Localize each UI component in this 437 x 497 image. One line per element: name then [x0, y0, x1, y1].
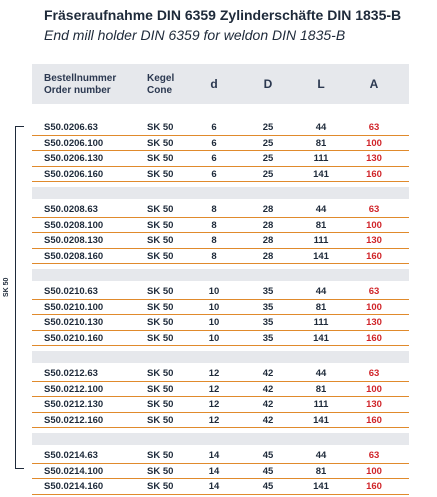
d-cell: 14	[208, 481, 220, 492]
d-cell: 8	[211, 219, 217, 231]
cone-cell: SK 50	[147, 153, 174, 164]
header-order-number	[44, 73, 116, 97]
A-cell: 160	[366, 414, 382, 426]
table-row	[32, 284, 409, 300]
L-cell: 44	[315, 122, 327, 133]
order-number-cell: S50.0208.160	[44, 250, 104, 262]
cone-cell: SK 50	[147, 235, 174, 246]
D-cell: 25	[262, 137, 274, 149]
table-row	[32, 120, 409, 136]
table-row	[32, 202, 409, 218]
cone-cell: SK 50	[147, 465, 174, 477]
A-cell: 100	[366, 383, 382, 395]
cone-cell: SK 50	[147, 168, 174, 180]
D-cell: 35	[262, 301, 274, 313]
d-cell: 12	[208, 383, 220, 395]
order-number-cell: S50.0210.100	[44, 301, 104, 313]
L-cell: 141	[313, 168, 329, 180]
D-cell: 35	[262, 317, 274, 328]
table-row	[32, 300, 409, 316]
header-order-en: Order number	[44, 85, 111, 96]
header-d: d	[210, 77, 218, 91]
cone-cell: SK 50	[147, 481, 174, 492]
table-row	[32, 479, 409, 495]
table-header	[32, 64, 409, 104]
table-row	[32, 218, 409, 234]
table-row	[32, 233, 409, 249]
A-cell: 160	[366, 168, 382, 180]
A-cell: 160	[366, 481, 382, 492]
A-cell: 130	[366, 399, 382, 410]
order-number-cell: S50.0212.100	[44, 383, 104, 395]
L-cell: 111	[313, 317, 329, 328]
cone-cell: SK 50	[147, 250, 174, 262]
d-cell: 10	[208, 332, 220, 344]
table-row	[32, 413, 409, 429]
table-row	[32, 151, 409, 167]
group-separator	[32, 433, 409, 445]
L-cell: 111	[313, 399, 329, 410]
D-cell: 28	[262, 235, 274, 246]
d-cell: 6	[211, 168, 217, 180]
D-cell: 28	[262, 219, 274, 231]
D-cell: 42	[262, 383, 274, 395]
cone-cell: SK 50	[147, 286, 174, 297]
D-cell: 35	[262, 332, 274, 344]
d-cell: 8	[211, 235, 217, 246]
table-row	[32, 167, 409, 183]
order-number-cell: S50.0214.160	[44, 481, 104, 492]
L-cell: 141	[313, 481, 329, 492]
d-cell: 10	[208, 317, 220, 328]
cone-cell: SK 50	[147, 368, 174, 379]
table-row	[32, 249, 409, 265]
D-cell: 42	[262, 414, 274, 426]
cone-cell: SK 50	[147, 317, 174, 328]
d-cell: 14	[208, 465, 220, 477]
A-cell: 63	[368, 450, 380, 461]
order-number-cell: S50.0208.63	[44, 204, 98, 215]
d-cell: 12	[208, 414, 220, 426]
cone-cell: SK 50	[147, 383, 174, 395]
A-cell: 100	[366, 137, 382, 149]
A-cell: 130	[366, 153, 382, 164]
A-cell: 63	[368, 286, 380, 297]
order-number-cell: S50.0214.63	[44, 450, 98, 461]
table-row	[32, 136, 409, 152]
group-separator	[32, 187, 409, 199]
header-cone	[147, 73, 174, 97]
table-row	[32, 464, 409, 480]
d-cell: 8	[211, 204, 217, 215]
d-cell: 14	[208, 450, 220, 461]
d-cell: 12	[208, 399, 220, 410]
d-cell: 8	[211, 250, 217, 262]
L-cell: 81	[315, 219, 327, 231]
L-cell: 141	[313, 414, 329, 426]
A-cell: 100	[366, 465, 382, 477]
D-cell: 42	[262, 399, 274, 410]
table-row	[32, 366, 409, 382]
d-cell: 12	[208, 368, 220, 379]
L-cell: 111	[313, 153, 329, 164]
D-cell: 25	[262, 122, 274, 133]
order-number-cell: S50.0210.160	[44, 332, 104, 344]
D-cell: 45	[262, 450, 274, 461]
order-number-cell: S50.0206.130	[44, 153, 104, 164]
D-cell: 35	[262, 286, 274, 297]
order-number-cell: S50.0214.100	[44, 465, 104, 477]
order-number-cell: S50.0206.100	[44, 137, 104, 149]
L-cell: 44	[315, 368, 327, 379]
order-number-cell: S50.0206.160	[44, 168, 104, 180]
cone-cell: SK 50	[147, 332, 174, 344]
d-cell: 10	[208, 301, 220, 313]
L-cell: 81	[315, 465, 327, 477]
order-number-cell: S50.0208.100	[44, 219, 104, 231]
side-label-background	[3, 302, 13, 328]
L-cell: 141	[313, 332, 329, 344]
cone-cell: SK 50	[147, 399, 174, 410]
L-cell: 44	[315, 450, 327, 461]
A-cell: 160	[366, 250, 382, 262]
order-number-cell: S50.0212.63	[44, 368, 98, 379]
group-separator	[32, 269, 409, 281]
L-cell: 81	[315, 301, 327, 313]
group-separator	[32, 351, 409, 363]
cone-cell: SK 50	[147, 414, 174, 426]
D-cell: 28	[262, 250, 274, 262]
header-kegel-en: Cone	[147, 85, 172, 96]
header-order-de: Bestellnummer	[44, 73, 117, 84]
L-cell: 141	[313, 250, 329, 262]
table-body	[32, 120, 409, 495]
table-row	[32, 448, 409, 464]
side-label: SK 50	[3, 277, 10, 297]
header-A: A	[369, 77, 379, 91]
D-cell: 42	[262, 368, 274, 379]
cone-cell: SK 50	[147, 301, 174, 313]
title-english: End mill holder DIN 6359 for weldon DIN 1835-B	[44, 27, 346, 43]
cone-cell: SK 50	[147, 450, 174, 461]
A-cell: 100	[366, 301, 382, 313]
order-number-cell: S50.0212.130	[44, 399, 104, 410]
D-cell: 45	[262, 481, 274, 492]
d-cell: 6	[211, 153, 217, 164]
A-cell: 63	[368, 368, 380, 379]
d-cell: 6	[211, 122, 217, 133]
cone-cell: SK 50	[147, 219, 174, 231]
D-cell: 45	[262, 465, 274, 477]
D-cell: 25	[262, 168, 274, 180]
L-cell: 44	[315, 286, 327, 297]
table-row	[32, 315, 409, 331]
d-cell: 6	[211, 137, 217, 149]
group-bracket	[15, 126, 24, 469]
A-cell: 130	[366, 317, 382, 328]
title-german: Fräseraufnahme DIN 6359 Zylinderschäfte DIN 1835-B	[44, 7, 402, 23]
D-cell: 25	[262, 153, 274, 164]
header-L: L	[317, 77, 325, 91]
L-cell: 81	[315, 383, 327, 395]
L-cell: 111	[313, 235, 329, 246]
table-row	[32, 331, 409, 347]
cone-cell: SK 50	[147, 137, 174, 149]
header-kegel-de: Kegel	[147, 73, 175, 84]
table-row	[32, 397, 409, 413]
D-cell: 28	[262, 204, 274, 215]
cone-cell: SK 50	[147, 204, 174, 215]
d-cell: 10	[208, 286, 220, 297]
order-number-cell: S50.0208.130	[44, 235, 104, 246]
product-table	[32, 64, 409, 495]
header-D: D	[263, 77, 273, 91]
A-cell: 100	[366, 219, 382, 231]
L-cell: 81	[315, 137, 327, 149]
order-number-cell: S50.0210.130	[44, 317, 104, 328]
A-cell: 130	[366, 235, 382, 246]
table-row	[32, 382, 409, 398]
order-number-cell: S50.0206.63	[44, 122, 98, 133]
order-number-cell: S50.0210.63	[44, 286, 98, 297]
A-cell: 63	[368, 204, 380, 215]
L-cell: 44	[315, 204, 327, 215]
order-number-cell: S50.0212.160	[44, 414, 104, 426]
A-cell: 160	[366, 332, 382, 344]
A-cell: 63	[368, 122, 380, 133]
cone-cell: SK 50	[147, 122, 174, 133]
